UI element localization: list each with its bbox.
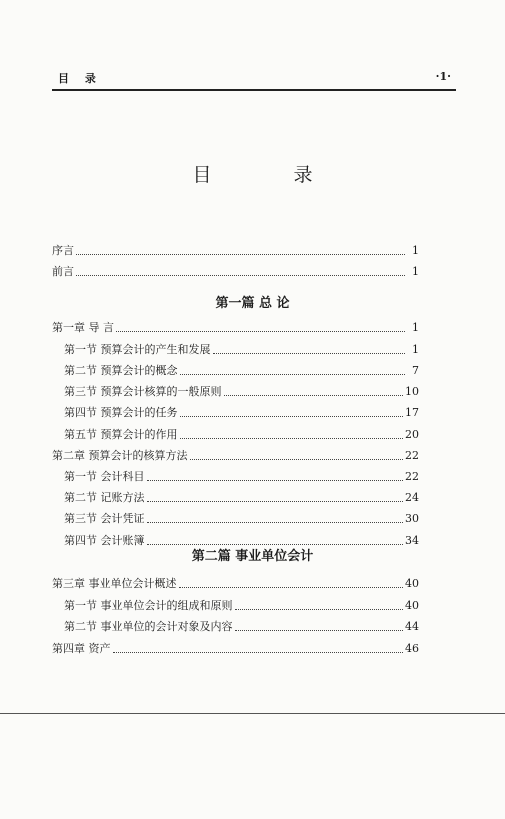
toc-page-number: 34 bbox=[405, 534, 419, 547]
toc-entry-text: 第一章 导 言 bbox=[52, 321, 114, 334]
toc-entry-text: 第三节 会计凭证 bbox=[64, 512, 145, 525]
toc-section-row bbox=[64, 342, 419, 358]
toc-entry-text: 第五节 预算会计的作用 bbox=[64, 428, 178, 441]
toc-section-row bbox=[64, 469, 419, 485]
toc-page-number: 1 bbox=[412, 244, 419, 257]
toc-entry-text: 第二节 记账方法 bbox=[64, 491, 145, 504]
toc-page-number: 7 bbox=[412, 364, 419, 377]
toc-page-number: 22 bbox=[405, 470, 419, 483]
toc-entry-text: 第二节 事业单位的会计对象及内容 bbox=[64, 620, 233, 633]
toc-chapter-row bbox=[52, 448, 419, 464]
toc-section-row bbox=[64, 619, 419, 635]
part-heading: 第二篇 事业单位会计 bbox=[191, 549, 314, 564]
toc-entry-text: 前言 bbox=[52, 265, 74, 278]
toc-entry-text: 第一节 事业单位会计的组成和原则 bbox=[64, 599, 233, 612]
toc-page-number: 17 bbox=[405, 406, 419, 419]
toc-page-number: 44 bbox=[405, 620, 419, 633]
toc-entry-text: 第三节 预算会计核算的一般原则 bbox=[64, 385, 222, 398]
toc-page-number: 20 bbox=[405, 428, 419, 441]
toc-entry-text: 第一节 预算会计的产生和发展 bbox=[64, 343, 211, 356]
part-heading: 第一篇 总 论 bbox=[215, 296, 290, 311]
toc-page-number: 30 bbox=[405, 512, 419, 525]
toc-section-row bbox=[64, 405, 419, 421]
toc-page-number: 46 bbox=[405, 642, 419, 655]
dot-leader bbox=[180, 374, 406, 375]
toc-section-row bbox=[64, 490, 419, 506]
toc-section-row bbox=[64, 511, 419, 527]
toc-section-row bbox=[64, 363, 419, 379]
toc-section-row bbox=[64, 427, 419, 443]
toc-section-row bbox=[64, 598, 419, 614]
dot-leader bbox=[76, 254, 405, 255]
header-title: 目 录 bbox=[58, 72, 102, 85]
dot-leader bbox=[147, 501, 404, 502]
toc-entry-text: 第四章 资产 bbox=[52, 642, 111, 655]
toc-chapter-row bbox=[52, 243, 419, 259]
dot-leader bbox=[179, 587, 404, 588]
dot-leader bbox=[147, 522, 404, 523]
dot-leader bbox=[224, 395, 404, 396]
bottom-rule bbox=[0, 713, 505, 714]
toc-chapter-row bbox=[52, 576, 419, 592]
dot-leader bbox=[190, 459, 404, 460]
toc-section-row bbox=[64, 384, 419, 400]
toc-entry-text: 第四节 会计账簿 bbox=[64, 534, 145, 547]
dot-leader bbox=[76, 275, 405, 276]
toc-entry-text: 第四节 预算会计的任务 bbox=[64, 406, 178, 419]
dot-leader bbox=[180, 416, 404, 417]
toc-chapter-row bbox=[52, 264, 419, 280]
toc-entry-text: 第一节 会计科目 bbox=[64, 470, 145, 483]
dot-leader bbox=[235, 630, 404, 631]
header-page-number: ·1· bbox=[435, 70, 451, 83]
page-title: 目 录 bbox=[192, 164, 351, 186]
running-header bbox=[58, 70, 455, 86]
toc-entry-text: 序言 bbox=[52, 244, 74, 257]
toc-page-number: 40 bbox=[405, 577, 419, 590]
dot-leader bbox=[235, 609, 404, 610]
toc-page-number: 10 bbox=[405, 385, 419, 398]
toc-page-number: 40 bbox=[405, 599, 419, 612]
toc-page-number: 1 bbox=[412, 321, 419, 334]
dot-leader bbox=[213, 353, 406, 354]
toc-page-number: 1 bbox=[412, 265, 419, 278]
toc-page-number: 1 bbox=[412, 343, 419, 356]
dot-leader bbox=[180, 438, 404, 439]
toc-entry-text: 第二节 预算会计的概念 bbox=[64, 364, 178, 377]
header-rule bbox=[52, 89, 456, 91]
toc-chapter-row bbox=[52, 641, 419, 657]
dot-leader bbox=[147, 480, 404, 481]
dot-leader bbox=[116, 331, 405, 332]
toc-entry-text: 第二章 预算会计的核算方法 bbox=[52, 449, 188, 462]
toc-entry-text: 第三章 事业单位会计概述 bbox=[52, 577, 177, 590]
dot-leader bbox=[113, 652, 404, 653]
toc-page-number: 22 bbox=[405, 449, 419, 462]
toc-page-number: 24 bbox=[405, 491, 419, 504]
toc-chapter-row bbox=[52, 320, 419, 336]
